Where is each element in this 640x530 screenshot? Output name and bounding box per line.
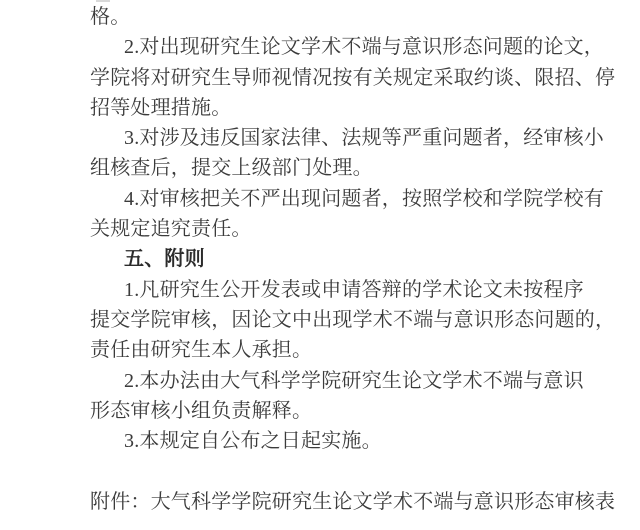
text-line: 形态审核小组负责解释。 xyxy=(90,399,313,422)
attachment-line: 附件：大气科学学院研究生论文学术不端与意识形态审核表 xyxy=(90,491,616,514)
text-line: 3.本规定自公布之日起实施。 xyxy=(124,430,382,453)
section-heading: 五、附则 xyxy=(124,248,205,271)
text-line: 3.对涉及违反国家法律、法规等严重问题者，经审核小 xyxy=(124,127,604,150)
text-line: 关规定追究责任。 xyxy=(90,218,252,241)
text-line: 提交学院审核，因论文中出现学术不端与意识形态问题的， xyxy=(90,308,616,331)
text-line: 组核查后，提交上级部门处理。 xyxy=(90,157,373,180)
blank-line-spacer xyxy=(90,456,640,487)
text-line: 2.对出现研究生论文学术不端与意识形态问题的论文， xyxy=(124,36,604,59)
text-line: 4.对审核把关不严出现问题者，按照学校和学院学校有 xyxy=(124,187,604,210)
text-line: 2.本办法由大气科学学院研究生论文学术不端与意识 xyxy=(124,369,584,392)
text-line: 格。 xyxy=(90,6,131,28)
text-line: 责任由研究生本人承担。 xyxy=(90,339,313,362)
scan-artifact xyxy=(96,0,110,2)
text-line: 招等处理措施。 xyxy=(90,96,232,119)
text-line: 1.凡研究生公开发表或申请答辩的学术论文未按程序 xyxy=(124,278,584,301)
text-line: 学院将对研究生导师视情况按有关规定采取约谈、限招、停 xyxy=(90,66,616,89)
